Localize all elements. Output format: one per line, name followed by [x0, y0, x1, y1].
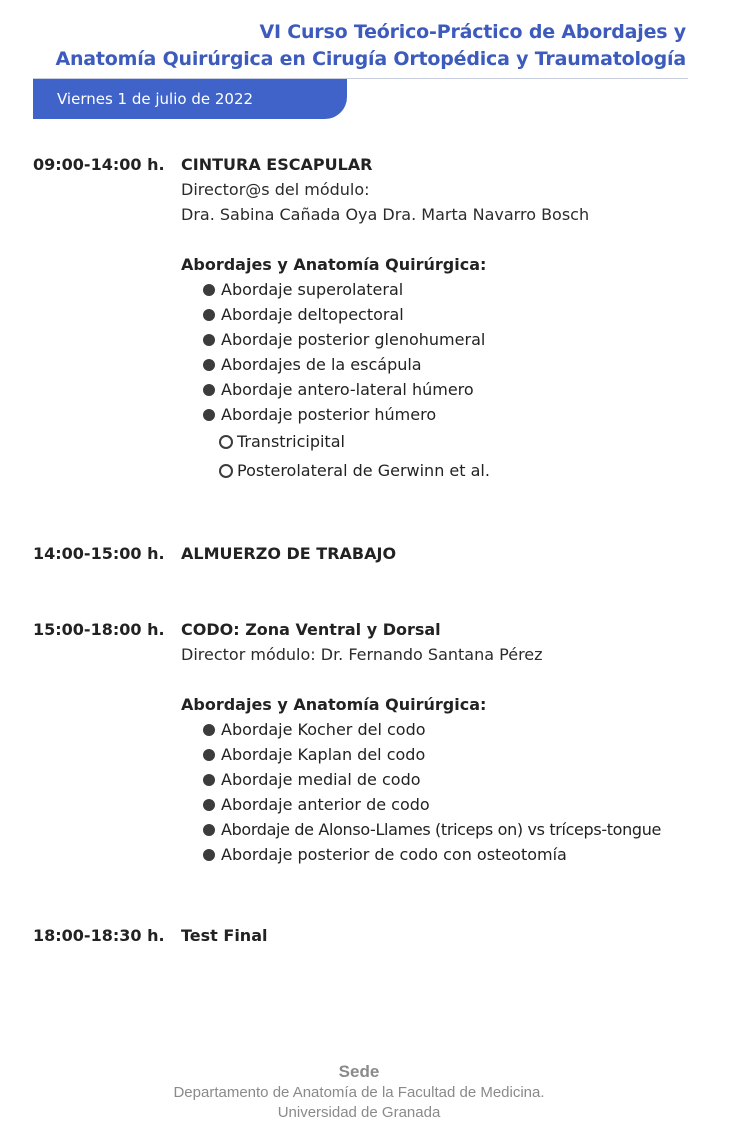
filled-bullet-icon [203, 774, 215, 786]
hollow-bullet-icon [219, 435, 233, 449]
list-item: Abordaje posterior glenohumeral [203, 327, 738, 352]
time-slot: 14:00-15:00 h. [33, 544, 165, 563]
session-title: Test Final [181, 926, 268, 945]
list-item: Abordaje Kocher del codo [203, 717, 738, 742]
date-label: Viernes 1 de julio de 2022 [57, 90, 254, 108]
filled-bullet-icon [203, 824, 215, 836]
venue-label: Sede [338, 1062, 380, 1081]
session-content [181, 617, 738, 867]
sub-approach-list [181, 427, 738, 485]
list-item: Abordaje Kaplan del codo [203, 742, 738, 767]
filled-bullet-icon [203, 284, 215, 296]
venue-line2: Universidad de Granada [277, 1104, 441, 1121]
session-director-names: Dra. Sabina Cañada Oya Dra. Marta Navarro Bosch [181, 205, 590, 224]
filled-bullet-icon [203, 749, 215, 761]
hollow-bullet-icon [219, 464, 233, 478]
list-item: Abordaje posterior de codo con osteotomía [203, 842, 738, 867]
list-item: Abordaje medial de codo [203, 767, 738, 792]
approach-list [181, 717, 738, 867]
filled-bullet-icon [203, 359, 215, 371]
sub-list-item: Posterolateral de Gerwinn et al. [219, 456, 738, 485]
time-slot: 09:00-14:00 h. [33, 155, 165, 174]
session-subheading: Abordajes y Anatomía Quirúrgica: [181, 255, 487, 274]
course-title-line2: Anatomía Quirúrgica en Cirugía Ortopédica y Traumatología [55, 48, 686, 70]
filled-bullet-icon [203, 849, 215, 861]
list-item: Abordaje superolateral [203, 277, 738, 302]
session-title: CODO: Zona Ventral y Dorsal [181, 620, 441, 639]
session-director-label: Director@s del módulo: [181, 180, 370, 199]
list-item: Abordaje posterior húmero [203, 402, 738, 427]
course-title [55, 19, 686, 73]
sub-list-item: Transtricipital [219, 427, 738, 456]
filled-bullet-icon [203, 309, 215, 321]
filled-bullet-icon [203, 409, 215, 421]
course-title-line1: VI Curso Teórico-Práctico de Abordajes y [259, 21, 686, 43]
filled-bullet-icon [203, 334, 215, 346]
time-slot: 18:00-18:30 h. [33, 926, 165, 945]
list-item: Abordaje antero-lateral húmero [203, 377, 738, 402]
list-item: Abordajes de la escápula [203, 352, 738, 377]
approach-list [181, 277, 738, 427]
session-content [181, 923, 738, 948]
venue-footer [0, 1061, 718, 1123]
venue-line1: Departamento de Anatomía de la Facultad de Medicina. [173, 1084, 545, 1101]
session-content [181, 152, 738, 485]
session-director: Director módulo: Dr. Fernando Santana Pérez [181, 645, 543, 664]
filled-bullet-icon [203, 799, 215, 811]
filled-bullet-icon [203, 384, 215, 396]
list-item: Abordaje anterior de codo [203, 792, 738, 817]
session-title: CINTURA ESCAPULAR [181, 155, 373, 174]
session-content [181, 541, 738, 566]
filled-bullet-icon [203, 724, 215, 736]
session-subheading: Abordajes y Anatomía Quirúrgica: [181, 695, 487, 714]
date-banner [33, 79, 347, 119]
time-slot: 15:00-18:00 h. [33, 620, 165, 639]
list-item: Abordaje de Alonso-Llames (triceps on) vs tríceps-tongue [203, 817, 738, 842]
list-item: Abordaje deltopectoral [203, 302, 738, 327]
session-title: ALMUERZO DE TRABAJO [181, 544, 397, 563]
